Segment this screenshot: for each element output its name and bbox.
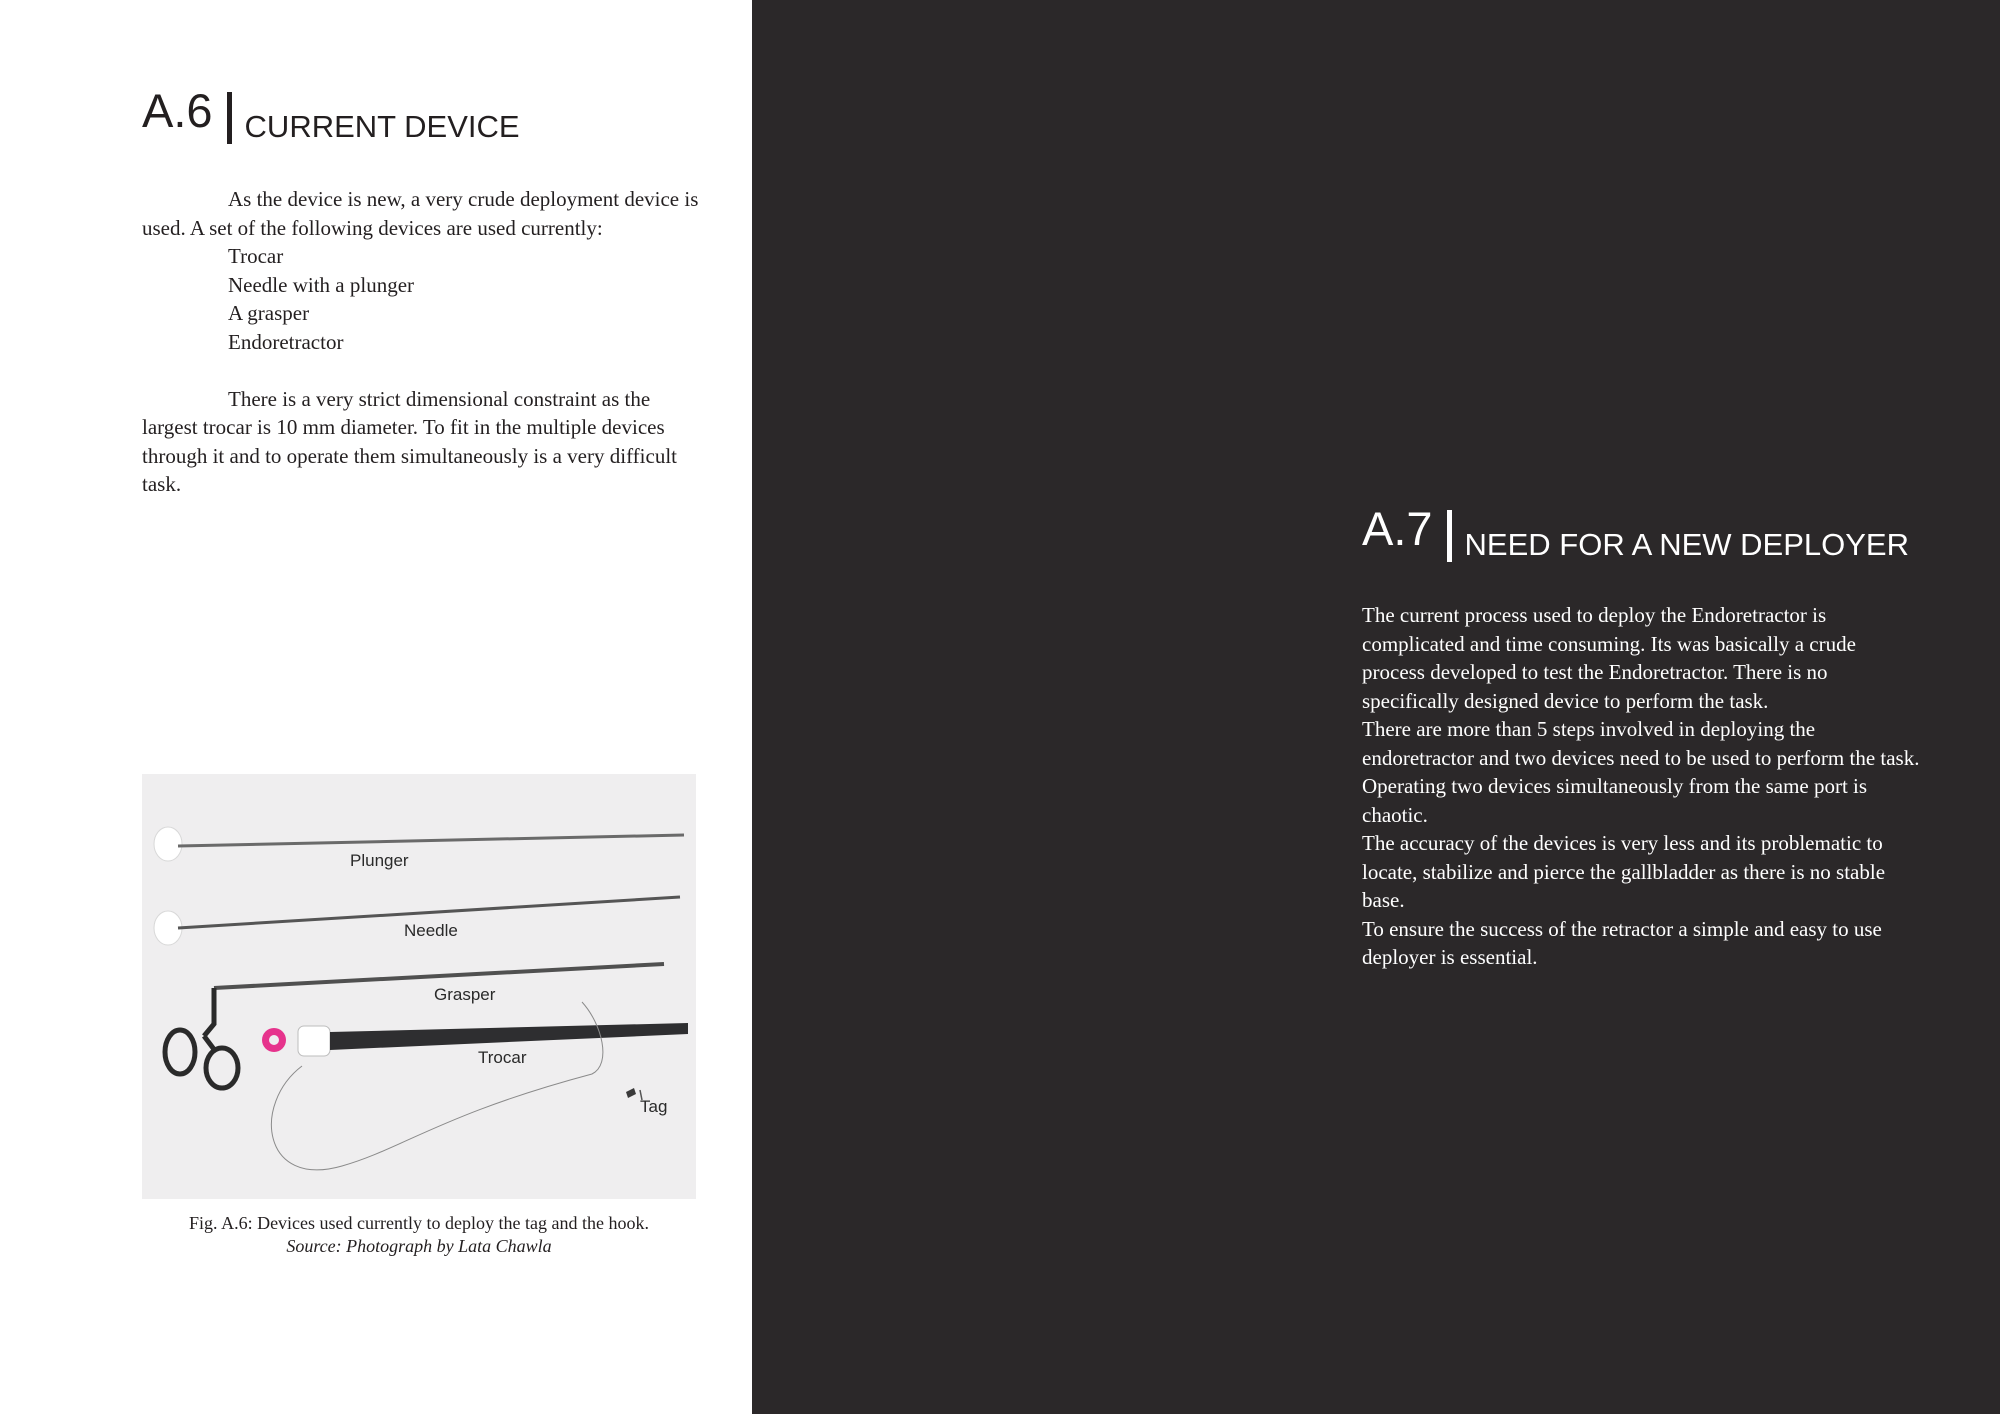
device-list <box>142 242 702 356</box>
label-plunger: Plunger <box>350 851 409 870</box>
trocar-valve <box>298 1026 330 1056</box>
trocar-cap-hole <box>269 1035 279 1045</box>
label-needle: Needle <box>404 921 458 940</box>
list-item: A grasper <box>228 301 310 325</box>
label-trocar: Trocar <box>478 1048 527 1067</box>
label-grasper: Grasper <box>434 985 496 1004</box>
intro-paragraph: As the device is new, a very crude deployment device is used. A set of the following devices are used currently: <box>142 187 699 240</box>
section-number: A.7 <box>1362 502 1433 555</box>
paragraph: To ensure the success of the retractor a simple and easy to use deployer is essential. <box>1362 916 1882 969</box>
caption-source: Source: Photograph by Lata Chawla <box>286 1236 552 1256</box>
needle-knob <box>154 911 182 945</box>
plunger-knob <box>154 827 182 861</box>
list-item: Trocar <box>228 244 284 268</box>
list-item: Needle with a plunger <box>228 272 415 297</box>
section-title: NEED FOR A NEW DEPLOYER <box>1464 527 1909 562</box>
section-number: A.6 <box>142 84 213 137</box>
caption-text: Fig. A.6: Devices used currently to deploy the tag and the hook. <box>189 1213 649 1233</box>
current-device-text <box>142 185 702 499</box>
constraint-paragraph: There is a very strict dimensional constraint as the largest trocar is 10 mm diameter. To fit in the multiple devices through it and to operate them simultaneously is a very difficult task. <box>142 386 677 496</box>
paragraph: The accuracy of the devices is very less and its problematic to locate, stabilize and pierce the gallbladder as there is no stable base. <box>1362 831 1886 912</box>
new-deployer-text <box>1362 601 1922 972</box>
section-heading-a6 <box>142 82 520 144</box>
paragraph: There are more than 5 steps involved in deploying the endoretractor and two devices need to be used to perform the task. Operating two devices simultaneously from the same port is chaotic. <box>1362 717 1920 827</box>
paragraph: The current process used to deploy the Endoretractor is complicated and time consuming. Its was basically a crude process developed to test the Endoretractor. There is no specifically designed device to perform the task. <box>1362 603 1856 713</box>
device-photograph <box>142 774 696 1199</box>
section-title: CURRENT DEVICE <box>244 109 520 144</box>
device-photograph-drawing <box>142 774 696 1199</box>
paragraph-gap <box>142 356 702 385</box>
heading-divider <box>227 92 232 144</box>
label-tag: Tag <box>640 1097 668 1116</box>
figure-caption <box>142 1212 696 1258</box>
section-heading-a7 <box>1362 500 1909 562</box>
heading-divider <box>1447 510 1452 562</box>
list-item: Endoretractor <box>228 329 344 354</box>
left-page <box>0 0 752 1414</box>
